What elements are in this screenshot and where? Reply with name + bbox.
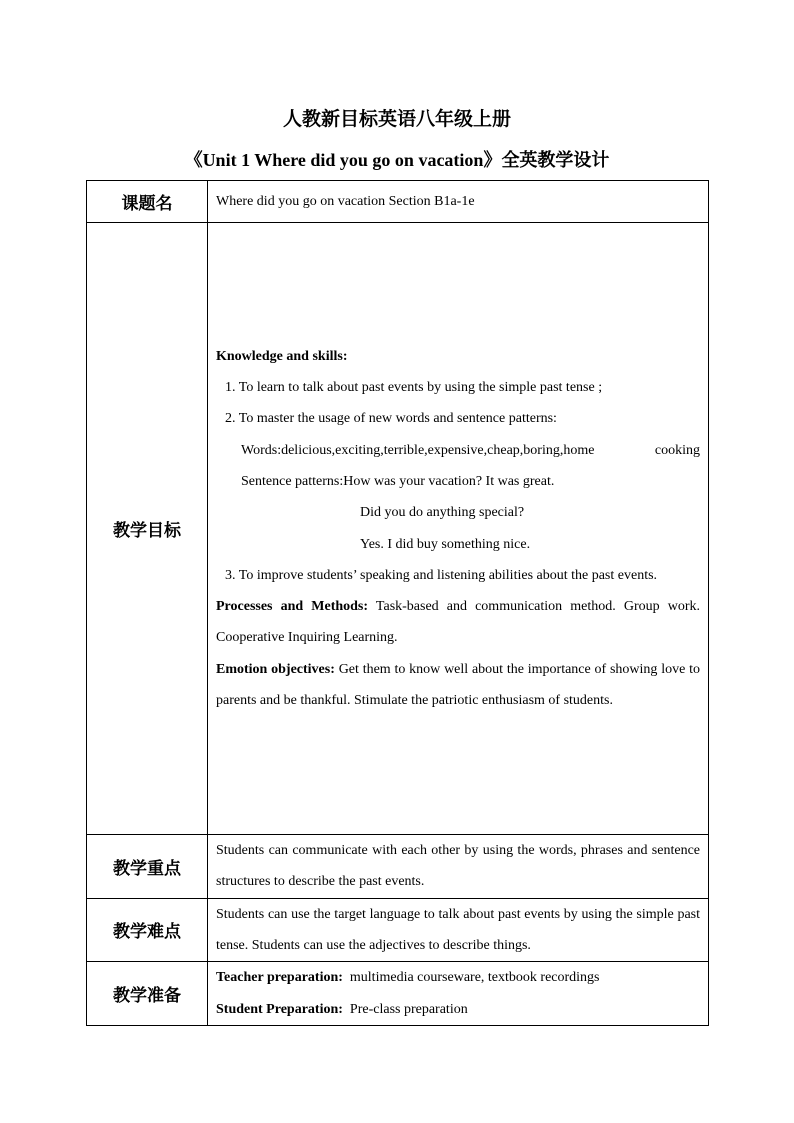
difficulties-value: Students can use the target language to talk about past events by using the simple past tense. Students can use the adjectives to describe things. (208, 898, 709, 962)
subtitle-open-bracket: 《 (184, 150, 203, 171)
sentence-patterns: Sentence patterns:How was your vacation? It was great. (241, 473, 555, 489)
difficulties-label: 教学难点 (87, 898, 208, 962)
vocabulary-line (216, 435, 700, 466)
emotion-text: Get them to know well about the importance of showing love to parents and be thankful. Stimulate the patriotic enthusiasm of students. (216, 661, 701, 708)
vocabulary-words: Words:delicious,exciting,terrible,expensive,cheap,boring,home (241, 442, 595, 458)
objectives-label: 教学目标 (87, 223, 208, 835)
teacher-preparation (216, 962, 700, 993)
table-row-difficulties (87, 898, 709, 962)
document-subtitle (0, 146, 794, 175)
subtitle-close-bracket: 》 (483, 150, 502, 171)
table-row-topic (87, 181, 709, 223)
process-methods (216, 591, 700, 654)
lesson-plan-table (86, 180, 709, 1026)
key-points-label: 教学重点 (87, 835, 208, 899)
student-preparation-heading: Student Preparation: (216, 1001, 343, 1017)
process-heading: Processes and Methods: (216, 599, 369, 615)
teacher-preparation-text: multimedia courseware, textbook recordings (349, 970, 600, 986)
preparation-label: 教学准备 (87, 962, 208, 1026)
sentence-pattern-3: Yes. I did buy something nice. (360, 536, 531, 552)
subtitle-design-label: 全英教学设计 (501, 150, 610, 171)
knowledge-heading: Knowledge and skills: (216, 348, 348, 364)
table-row-key-points (87, 835, 709, 899)
student-preparation (216, 994, 700, 1025)
teacher-preparation-heading: Teacher preparation: (216, 970, 343, 986)
emotion-heading: Emotion objectives: (216, 661, 335, 677)
objectives-content (208, 223, 709, 835)
topic-label: 课题名 (87, 181, 208, 223)
table-row-preparation (87, 962, 709, 1026)
topic-value: Where did you go on vacation Section B1a-1e (208, 181, 709, 223)
sentence-pattern-2: Did you do anything special? (360, 505, 525, 521)
vocabulary-words-tail: cooking (654, 442, 700, 458)
key-points-value: Students can communicate with each other by using the words, phrases and sentence structures to describe the past events. (208, 835, 709, 899)
emotion-objectives (216, 654, 700, 717)
objective-item-2: 2. To master the usage of new words and sentence patterns: (225, 411, 557, 427)
objective-item-3: 3. To improve students’ speaking and listening abilities about the past events. (225, 567, 658, 583)
process-text: Task-based and communication method. Group work. Cooperative Inquiring Learning. (216, 599, 701, 646)
document-title: 人教新目标英语八年级上册 (282, 108, 511, 130)
table-row-objectives (87, 223, 709, 835)
subtitle-unit-name: Unit 1 Where did you go on vacation (202, 150, 484, 170)
preparation-content (208, 962, 709, 1026)
student-preparation-text: Pre-class preparation (349, 1001, 468, 1017)
objective-item-1: 1. To learn to talk about past events by using the simple past tense ; (225, 380, 603, 396)
